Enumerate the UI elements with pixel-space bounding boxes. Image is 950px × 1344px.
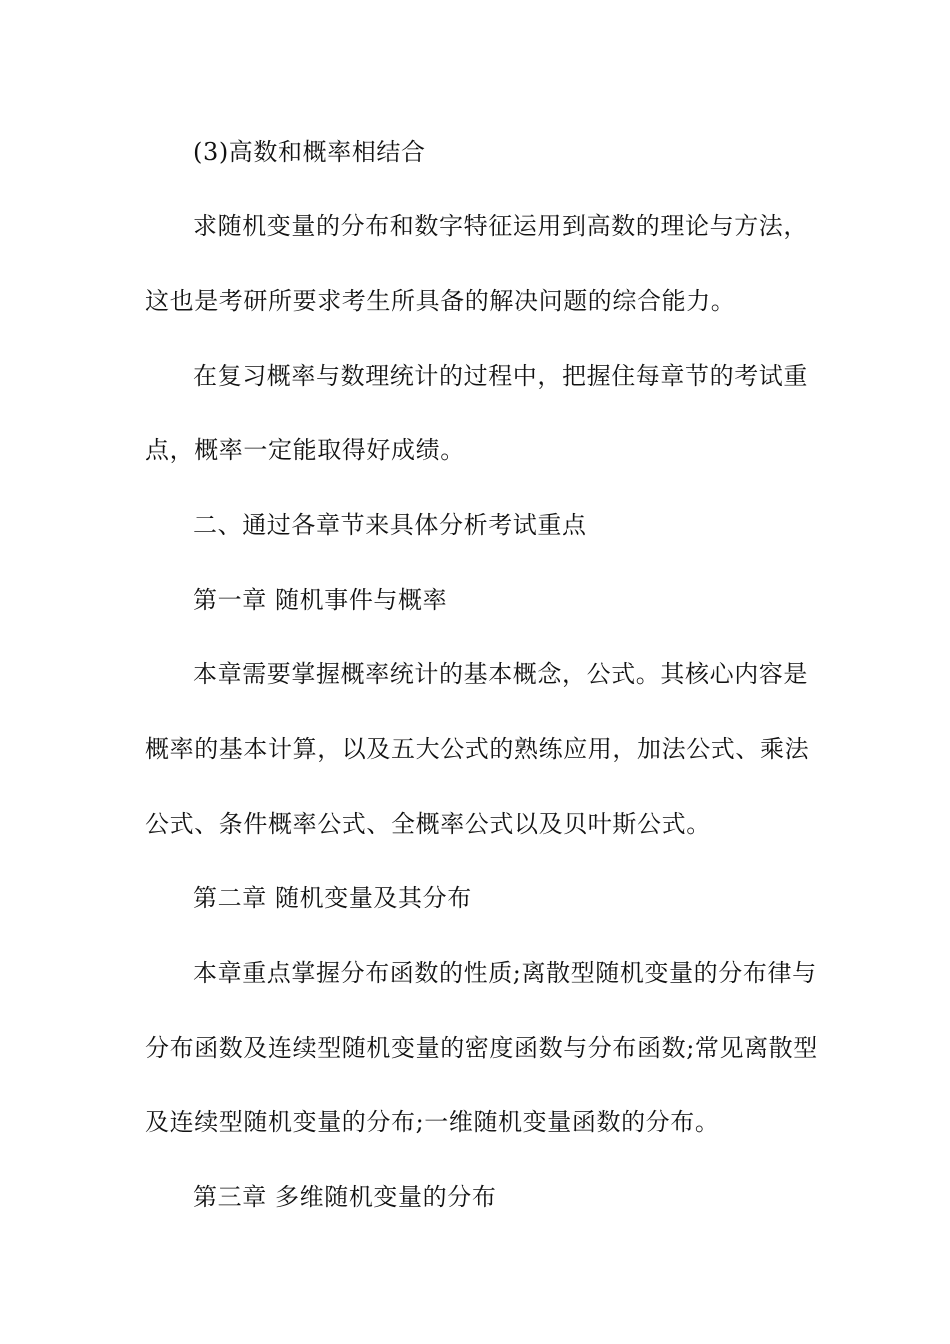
paragraph-line: 点，概率一定能取得好成绩。 bbox=[145, 436, 465, 464]
paragraph-line: 公式、条件概率公式、全概率公式以及贝叶斯公式。 bbox=[145, 810, 711, 838]
paragraph-line: 在复习概率与数理统计的过程中，把握住每章节的考试重 bbox=[193, 362, 808, 390]
paragraph-line: 求随机变量的分布和数字特征运用到高数的理论与方法， bbox=[193, 212, 808, 240]
paragraph-line: 本章重点掌握分布函数的性质;离散型随机变量的分布律与 bbox=[193, 959, 817, 987]
chapter-heading-3: 第三章 多维随机变量的分布 bbox=[193, 1183, 497, 1211]
chapter-heading-1: 第一章 随机事件与概率 bbox=[193, 586, 448, 614]
section-heading-3: (3)高数和概率相结合 bbox=[193, 138, 426, 166]
paragraph-line: 分布函数及连续型随机变量的密度函数与分布函数;常见离散型 bbox=[145, 1034, 818, 1062]
paragraph-line: 概率的基本计算，以及五大公式的熟练应用，加法公式、乘法 bbox=[145, 735, 810, 763]
paragraph-line: 这也是考研所要求考生所具备的解决问题的综合能力。 bbox=[145, 287, 736, 315]
paragraph-line: 本章需要掌握概率统计的基本概念，公式。其核心内容是 bbox=[193, 660, 808, 688]
chapter-heading-2: 第二章 随机变量及其分布 bbox=[193, 884, 472, 912]
paragraph-line: 及连续型随机变量的分布;一维随机变量函数的分布。 bbox=[145, 1108, 720, 1136]
section-heading-2: 二、通过各章节来具体分析考试重点 bbox=[193, 511, 587, 539]
